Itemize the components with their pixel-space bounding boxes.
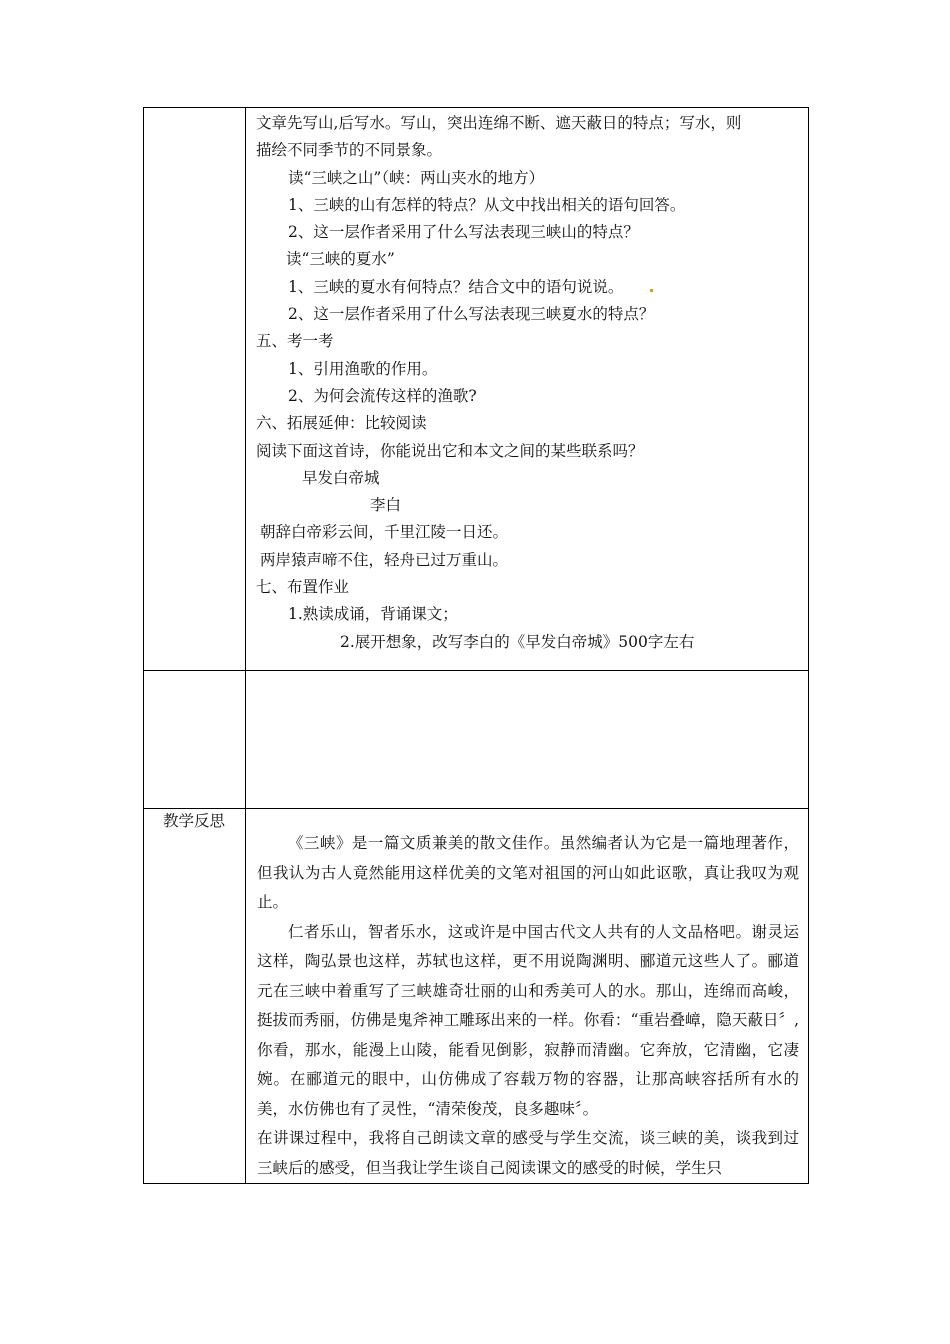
question-item: 1、三峡的山有怎样的特点？从文中找出相关的语句回答。 [288,195,686,214]
reflection-paragraph: 在讲课过程中，我将自己朗读文章的感受与学生交流，谈三峡的美，谈我到过三峡后的感受，但当我让学生谈自己阅读课文的感受的时候，学生只 [257,1129,799,1177]
text-line: 阅读下面这首诗，你能说出它和本文之间的某些联系吗？ [256,441,644,460]
reflection-text [246,809,808,1183]
teaching-process-content-cell [246,108,809,671]
question-item: 1、引用渔歌的作用。 [288,359,438,378]
blank-label-cell [144,671,246,809]
reflection-content-cell [246,809,809,1184]
homework-item: 2.展开想象，改写李白的《早发白帝城》500字左右 [340,632,695,651]
lesson-plan-table [143,107,809,1184]
teaching-process-label-cell [144,108,246,671]
text-line: 描绘不同季节的不同景象。 [256,141,443,160]
reflection-label: 教学反思 [163,812,226,830]
question-text: 1、三峡的夏水有何特点？结合文中的语句说说。 [288,277,624,296]
poem-author: 李白 [370,496,402,515]
poem-line: 朝辞白帝彩云间，千里江陵一日还。 [260,523,509,542]
section-heading-extension: 六、拓展延伸：比较阅读 [256,414,427,433]
question-item [256,274,798,301]
reflection-label-cell [144,809,246,1184]
section-heading-quiz: 五、考一考 [256,332,334,351]
reflection-paragraph: 仁者乐山，智者乐水，这或许是中国古代文人共有的人文品格吧。谢灵运这样，陶弘景也这样，苏轼也这样，更不用说陶渊明、郦道元这些人了。郦道元在三峡中着重写了三峡雄奇壮丽的山和秀美可人的水。那山，连绵而高峻，挺拔而秀丽，仿佛是鬼斧神工雕琢出来的一样。你看：“重岩叠嶂，隐天蔽日〞, 你看，那水，能漫上山陵，能看见倒影，寂静而清幽。它奔放，它清幽，它凄婉。在郦道元的眼中，山仿佛成了容载万物的容器，让那高峡容括所有水的美，水仿佛也有了灵性，“清荣俊茂，良多趣味〞。 [257,922,799,1118]
mark-dot [650,289,653,292]
section-heading-homework: 七、布置作业 [256,578,350,597]
homework-item: 1.熟读成诵，背诵课文； [288,605,458,624]
question-item: 2、这一层作者采用了什么写法表现三峡山的特点？ [288,223,639,242]
question-item: 2、这一层作者采用了什么写法表现三峡夏水的特点？ [288,305,655,324]
text-line: 文章先写山,后写水。写山，突出连绵不断、遮天蔽日的特点；写水，则 [256,114,742,132]
section-heading-mountains: 读“三峡之山”（峡：两山夹水的地方） [288,168,545,187]
poem-title: 早发白帝城 [302,468,380,487]
poem-line: 两岸猿声啼不住，轻舟已过万重山。 [260,550,509,569]
section-heading-summer-water: 读“三峡的夏水” [286,250,395,269]
teaching-process-text [246,108,808,656]
teaching-process-row [144,108,809,671]
reflection-row [144,809,809,1184]
reflection-paragraph: 《三峡》是一篇文质兼美的散文佳作。虽然编者认为它是一篇地理著作，但我认为古人竟然能用这样优美的文笔对祖国的河山如此讴歌，真让我叹为观止。 [257,834,799,911]
blank-row [144,671,809,809]
blank-content-cell [246,671,809,809]
question-item: 2、为何会流传这样的渔歌? [288,386,477,405]
